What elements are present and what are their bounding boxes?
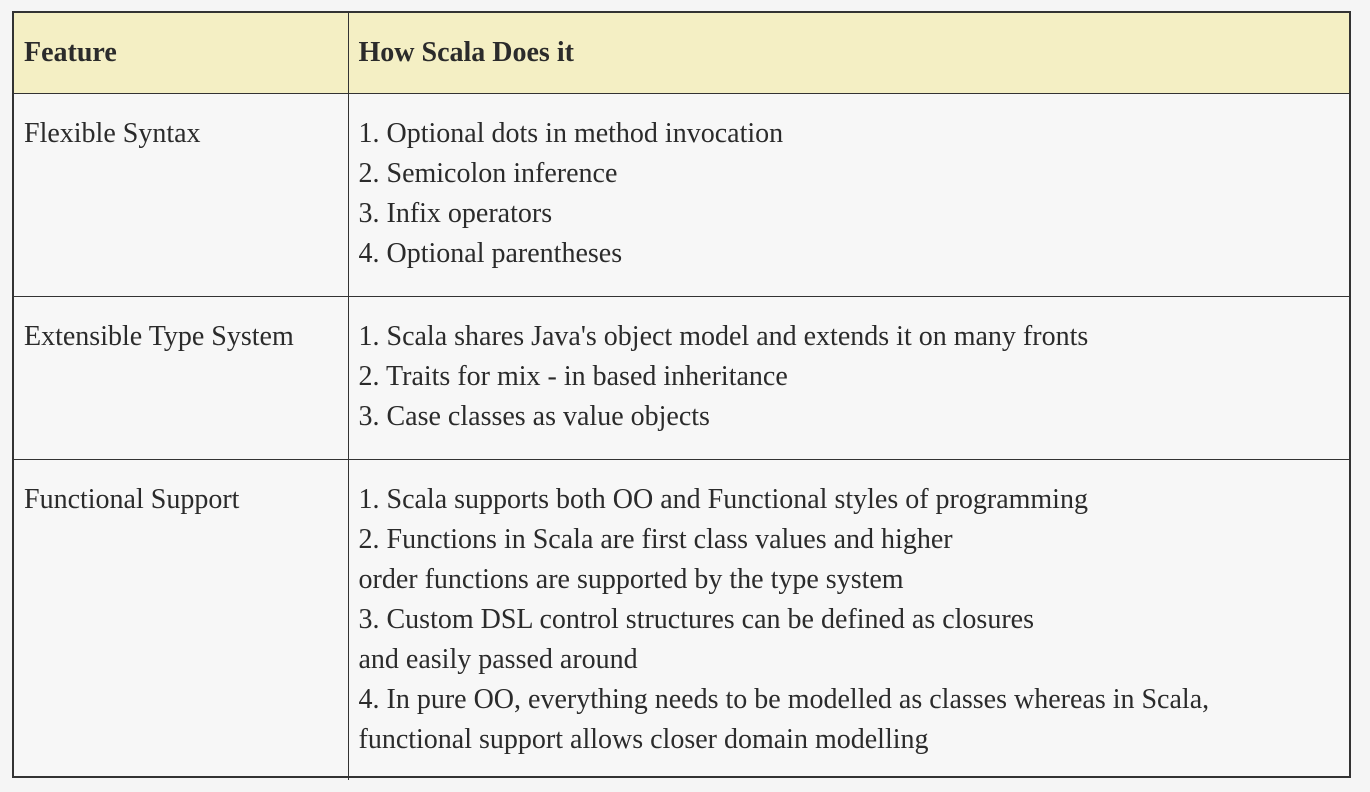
description-line: and easily passed around [358,644,638,675]
description-cell [348,460,1349,781]
feature-table [12,11,1351,778]
header-feature: Feature [14,13,348,94]
table-header-row [14,13,1349,94]
description-line: 3. Custom DSL control structures can be defined as closures [358,604,1034,635]
description-line: 1. Optional dots in method invocation [358,118,784,149]
description-line: 1. Scala shares Java's object model and extends it on many fronts [358,321,1089,352]
description-line: 3. Infix operators [358,198,553,229]
description-cell [348,94,1349,297]
feature-cell: Functional Support [14,460,348,781]
feature-comparison-table [14,13,1349,780]
feature-cell: Flexible Syntax [14,94,348,297]
description-line: 2. Traits for mix - in based inheritance [358,361,788,392]
table-row [14,460,1349,781]
description-line: 2. Functions in Scala are first class values and higher [358,524,953,555]
description-line: 1. Scala supports both OO and Functional styles of programming [358,484,1088,515]
description-line: functional support allows closer domain modelling [358,724,929,755]
description-line: 3. Case classes as value objects [358,401,710,432]
description-cell [348,297,1349,460]
description-line: 2. Semicolon inference [358,158,618,189]
description-line: 4. Optional parentheses [358,238,623,269]
table-row [14,94,1349,297]
table-row [14,297,1349,460]
description-line: 4. In pure OO, everything needs to be modelled as classes whereas in Scala, [358,684,1210,715]
description-line: order functions are supported by the type system [358,564,904,595]
feature-cell: Extensible Type System [14,297,348,460]
header-how-scala-does-it: How Scala Does it [348,13,1349,94]
